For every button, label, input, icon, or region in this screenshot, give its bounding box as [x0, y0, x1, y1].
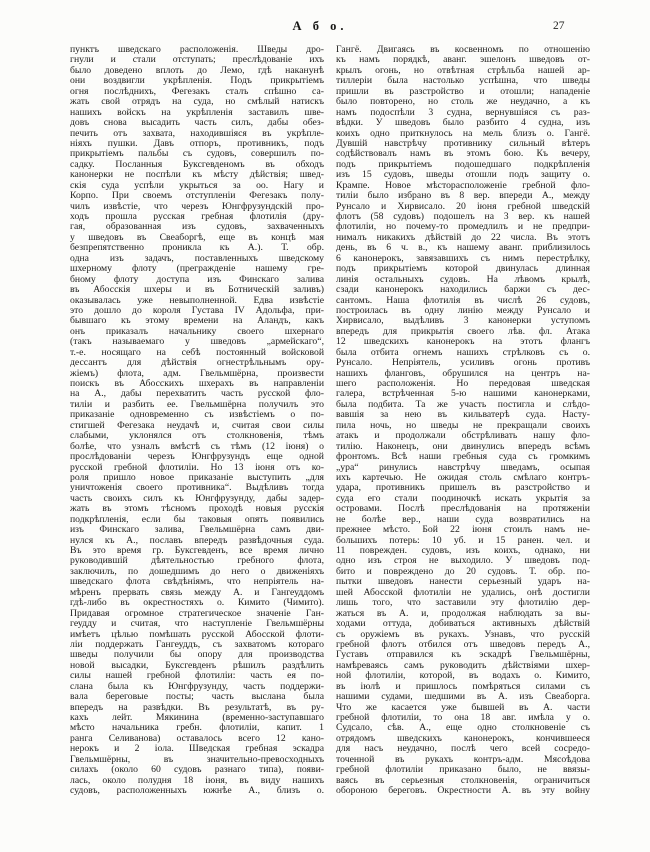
text-line: прежнее мѣсто. Бой 22 іюня стоилъ намъ не-: [336, 525, 590, 536]
text-line: руководившій дѣятельностью гребного флота,: [70, 556, 324, 567]
text-line: мѣренъ прервать связь между А. и Гангеуддомъ: [70, 587, 324, 598]
text-line: бывшаго къ этому времени на Аландъ, какъ: [70, 316, 324, 327]
text-line: суда его стали поодиночкѣ искать укрытія за: [336, 493, 590, 504]
text-line: Въ это время гр. Буксгевденъ, все время лично: [70, 546, 324, 556]
text-line: изъ 15 судовъ, шведы отошли подъ защиту о.: [336, 170, 590, 181]
text-line: флотъ (58 судовъ) подошелъ на 3 вер. къ нашей: [336, 212, 590, 222]
text-line: пытки шведовъ нанести серьезный ударъ на-: [336, 577, 590, 588]
text-line: нашихъ войскъ на укрѣпленія заставилъ шве-: [70, 107, 324, 118]
text-line: Дувшій навстрѣчу противнику сильный вѣтеръ: [336, 138, 590, 149]
text-line: нерокъ и 2 іола. Шведская гребная эскадра: [70, 744, 324, 755]
text-line: довъ снова высадить часть силъ, дабы обез-: [70, 118, 324, 129]
text-line: Рунсало и Хирвисало. 20 іюня гребной шведскій: [336, 201, 590, 212]
text-line: подкрѣпленія, если бы таковыя опять появились: [70, 514, 324, 525]
text-line: силахъ (около 60 судовъ разнаго типа), появи-: [70, 765, 324, 776]
text-line: лишь того, что заставили эту флотилію дер-: [336, 598, 590, 609]
text-line: ранга Селиванова) оставалось всего 12 кано-: [70, 733, 324, 744]
text-line: кахъ лейт. Мякинина (временно-заступавшаго: [70, 713, 324, 723]
text-line: т.-е. носящаго на себѣ постоянный войсковой: [70, 347, 324, 358]
text-line: 6 канонерокъ, завязавшихъ съ нимъ перестрѣлку,: [336, 253, 590, 264]
text-line: бному флоту доступа изъ Финскаго залива: [70, 274, 324, 285]
text-line: ной флотиліи, которой, въ водахъ о. Кимито,: [336, 671, 590, 682]
text-line: ліи поддержать Гангеуддъ, съ захватомъ котораго: [70, 639, 324, 650]
text-line: 11 поврежден. судовъ, изъ коихъ, однако, ни: [336, 546, 590, 556]
text-line: шведскаго флота свѣдѣніямъ, что непріятель на-: [70, 577, 324, 588]
text-line: вавшія за нею въ кильватерѣ суда. Насту-: [336, 410, 590, 421]
text-line: изъ Финскаго залива, Гвельмшёрна самъ дви-: [70, 525, 324, 536]
text-line: Гангё. Двигаясь въ косвенномъ по отношенію: [336, 45, 590, 55]
text-line: тилію. Наконецъ, они двинулись впередъ всѣмъ: [336, 441, 590, 452]
text-line: слабыми, уклонялся отъ столкновенія, тѣмъ: [70, 431, 324, 442]
text-line: содѣйствовалъ намъ въ этомъ бою. Къ вечеру,: [336, 149, 590, 160]
text-line: было повторено, но столь же неудачно, а къ: [336, 97, 590, 108]
text-line: силы нашей гребной флотиліи: часть ея по-: [70, 671, 324, 682]
text-line: жать свой отрядъ на суда, но смѣлый натискъ: [70, 97, 324, 108]
text-line: чилъ извѣстіе, что черезъ Юнгфрузундскій про-: [70, 201, 324, 212]
text-line: нашими судами, шедшими въ А. изъ Свеаборга.: [336, 692, 590, 703]
text-line: Густавъ отправился къ эскадрѣ Гвельмшёрны,: [336, 650, 590, 661]
text-line: новой высадки, Буксгевденъ рѣшилъ раздѣлить: [70, 660, 324, 671]
text-line: болѣе, что узналъ вмѣстѣ съ тѣмъ (12 іюня) о: [70, 441, 324, 452]
text-line: жіемъ) флота, адм. Гвельмшёрна, произвести: [70, 368, 324, 379]
running-title: А б о.: [292, 19, 348, 33]
text-line: подъ прикрытіемъ подошедшаго подкрѣпленія: [336, 159, 590, 170]
text-line: нималъ никакихъ дѣйствій до 22 числа. Въ этотъ: [336, 232, 590, 243]
text-line: атакъ и продолжали обстрѣливать нашу фло-: [336, 431, 590, 442]
text-line: шей Абосской флотиліи не удались, онѣ достигли: [336, 587, 590, 598]
text-line: безпрепятственно проникла къ А.). Т. обр.: [70, 243, 324, 254]
text-line: Гвельмшёрны, въ значительно-превосходныхъ: [70, 754, 324, 765]
text-line: подъ прикрытіемъ которой двинулась длинная: [336, 264, 590, 275]
text-line: точенной въ рукахъ контръ-адм. Мясоѣдова: [336, 754, 590, 765]
text-column-left: [70, 45, 324, 797]
text-line: Придавая огромное стратегическое значеніе Ган-: [70, 608, 324, 619]
page-number: 27: [553, 20, 565, 32]
text-line: слана была къ Юнгфрузунду, часть поддержи-: [70, 681, 324, 692]
text-line: Крампе. Новое мѣсторасположеніе гребной фло-: [336, 180, 590, 191]
text-line: не болѣе вер., наши суда возвратились на: [336, 514, 590, 525]
text-line: коихъ одно приткнулось на мель близъ о. Гангё.: [336, 128, 590, 139]
text-line: они воздвигли укрѣпленія. Подъ прикрытіемъ: [70, 76, 324, 87]
text-line: нулся къ А., пославъ впередъ развѣдочныя суда.: [70, 535, 324, 546]
text-line: гребной флотиліи приказано было, не ввязы-: [336, 765, 590, 776]
text-columns: [70, 45, 590, 797]
text-line: шего расположенія. Но передовая шведская: [336, 379, 590, 389]
text-line: была отбита огнемъ нашихъ стрѣлковъ съ о.: [336, 347, 590, 358]
text-line: фронтомъ. Всѣ наши гребныя суда съ громкимъ: [336, 452, 590, 463]
text-line: вала береговые посты; часть выслана была: [70, 692, 324, 703]
text-line: намъ подоспѣли 3 судна, вернувшіяся съ раз-: [336, 107, 590, 118]
text-line: удара, противникъ пришелъ въ разстройство и: [336, 483, 590, 494]
text-line: вѣдки. У шведовъ было разбито 4 судна, изъ: [336, 118, 590, 129]
text-line: гнули и стали отступать; преслѣдованіе ихъ: [70, 55, 324, 66]
text-line: жать въ этомъ тѣсномъ проходѣ новыя русскія: [70, 504, 324, 515]
text-line: онъ приказалъ начальнику своего шхернаго: [70, 326, 324, 337]
text-line: обороною береговъ. Окрестности А. въ эту войну: [336, 786, 590, 797]
text-line: роля пришло новое приказаніе выступить „для: [70, 472, 324, 483]
text-column-right: [336, 45, 590, 797]
text-line: мѣсто начальника гребн. флотиліи, капит. 1: [70, 723, 324, 734]
text-line: судовъ, расположенныхъ южнѣе А., близъ о.: [70, 786, 324, 797]
text-line: день, въ 6 ч. в., къ нашему аванг. приблизилось: [336, 243, 590, 254]
text-line: Корпо. При своемъ отступленіи Фегезакъ полу-: [70, 191, 324, 202]
text-line: скія суда успѣли укрыться за оо. Нагу и: [70, 180, 324, 191]
text-line: бито и повреждено до 20 судовъ. Т. обр. по-: [336, 566, 590, 577]
text-line: островами. Послѣ преслѣдованія на протяженіи: [336, 504, 590, 515]
text-line: намѣреваясь самъ руководить дѣйствіями шхер-: [336, 660, 590, 671]
text-line: „ура“ ринулись навстрѣчу шведамъ, осыпая: [336, 462, 590, 473]
text-line: ніяхъ пушки. Давъ отпоръ, противникъ, подъ: [70, 138, 324, 149]
text-line: гая, образованная изъ судовъ, захваченныхъ: [70, 222, 324, 233]
text-line: Хирвисало, выдѣливъ 3 канонерки уступомъ: [336, 316, 590, 327]
text-line: печить отъ захвата, находившіяся въ укрѣпле-: [70, 128, 324, 139]
text-line: на А., дабы перехватить часть русской фло-: [70, 389, 324, 400]
text-line: тиліи было избрано въ 8 вер. впереди А., между: [336, 191, 590, 202]
text-line: Рунсало. Непріятель, усиливъ огонь противъ: [336, 358, 590, 369]
text-line: (такъ называемаго у шведовъ „армейскаго“,: [70, 337, 324, 348]
text-line: уничтоженія своего противника“. Выдѣливъ тогда: [70, 483, 324, 494]
text-line: одно изъ строя не выходило. У шведовъ под-: [336, 556, 590, 567]
text-line: стигшей Фегезака неудачѣ и, считая свои силы: [70, 420, 324, 431]
text-line: огня послѣднихъ, Фегезакъ сталъ спѣшно са-: [70, 86, 324, 97]
text-line: у шведовъ въ Свеаборгѣ, еще въ концѣ мая: [70, 232, 324, 243]
text-line: галера, встрѣченная 5-ю нашими канонерками,: [336, 389, 590, 400]
text-line: это дошло до короля Густава IV Адольфа, при-: [70, 305, 324, 316]
text-line: лась, около полудня 18 іюня, въ виду нашихъ: [70, 775, 324, 786]
text-line: ваясь въ серьезныя столкновенія, ограничиться: [336, 775, 590, 786]
text-line: отрядомъ шведскихъ канонерокъ, кончившееся: [336, 733, 590, 744]
text-line: имѣетъ цѣлью помѣшать русской Абосской флоти-: [70, 629, 324, 640]
text-line: садку. Посланныя Буксгевденомъ въ обходъ: [70, 159, 324, 170]
text-line: впередъ для прикрытія своего лѣв. фл. Атака: [336, 326, 590, 337]
text-line: ихъ картечью. Не ожидая столь смѣлаго контръ-: [336, 472, 590, 483]
text-line: крылъ огонь, но отвѣтная стрѣльба нашей ар-: [336, 65, 590, 76]
text-line: съ оружіемъ въ рукахъ. Узнавъ, что русскій: [336, 629, 590, 640]
text-line: пришли въ разстройство и отошли; нападеніе: [336, 86, 590, 97]
text-line: сзади канонерокъ находились баржи съ дес-: [336, 285, 590, 296]
text-line: была подбита. Та же участь постигла и слѣдо-: [336, 399, 590, 410]
text-line: линія остальныхъ судовъ. На лѣвомъ крылѣ,: [336, 274, 590, 285]
text-line: ходъ прошла русская гребная флотилія (дру-: [70, 212, 324, 222]
text-line: тиллеріи была настолько успѣшна, что шведы: [336, 76, 590, 87]
text-line: заключилъ, по дошедшимъ до него о движеніяхъ: [70, 566, 324, 577]
text-line: канонерки не поспѣли къ мѣсту дѣйствія; швед-: [70, 170, 324, 181]
text-line: для насъ неудачно, послѣ чего всей сосредо-: [336, 744, 590, 755]
text-line: Что же касается уже бывшей въ А. части: [336, 702, 590, 713]
text-line: прослѣдованіи черезъ Юнгфрузундъ еще одной: [70, 452, 324, 463]
text-line: пила ночь, но шведы не прекращали своихъ: [336, 420, 590, 431]
text-line: прикрытіемъ пальбы съ судовъ, совершилъ по-: [70, 149, 324, 160]
text-line: шведы получили бы опору для производства: [70, 650, 324, 661]
text-line: пунктъ шведскаго расположенія. Шведы дро-: [70, 45, 324, 55]
text-line: гребной флотиліи, то она 18 авг. имѣла у о.: [336, 713, 590, 723]
text-line: поискъ въ Абосскихъ шхерахъ въ направленіи: [70, 379, 324, 389]
text-line: тиліи и разбить ее. Гвельмшёрна получилъ это: [70, 399, 324, 410]
text-line: нашихъ фланговъ, обрушился на центръ на-: [336, 368, 590, 379]
text-line: большихъ потерь: 10 уб. и 15 ранен. чел. и: [336, 535, 590, 546]
text-line: построилась въ одну линію между Рунсало и: [336, 305, 590, 316]
text-line: оказывалась уже невыполненной. Едва извѣстіе: [70, 295, 324, 306]
text-line: геудду и считая, что наступленіе Гвельмшёрны: [70, 619, 324, 630]
text-line: ходами оттуда, добиваться активныхъ дѣйствій: [336, 619, 590, 630]
text-line: гребной флотъ отбился отъ шведовъ передъ А.,: [336, 639, 590, 650]
text-line: Судсало, сѣв. А., еще одно столкновеніе съ: [336, 723, 590, 734]
text-line: шхерному флоту (прегражденіе нашему гре-: [70, 264, 324, 275]
text-line: русской гребной флотиліи. Но 13 іюня отъ ко-: [70, 462, 324, 473]
text-line: приказаніе одновременно съ извѣстіемъ о по-: [70, 410, 324, 421]
text-line: дессантъ для дѣйствія огнестрѣльнымъ ору-: [70, 358, 324, 369]
text-line: гдѣ-либо въ окрестностяхъ о. Кимито (Чимито).: [70, 598, 324, 609]
text-line: флотиліи, но почему-то промедлилъ и не предпри-: [336, 222, 590, 233]
text-line: къ намъ порядкѣ, аванг. эшелонъ шведовъ от-: [336, 55, 590, 66]
text-line: 12 шведскихъ канонерокъ на этотъ флангъ: [336, 337, 590, 348]
text-line: часть своихъ силъ къ Юнгфрузунду, дабы задер-: [70, 493, 324, 504]
text-line: жаться въ А. и, продолжая наблюдать за вы-: [336, 608, 590, 619]
text-line: было доведено вплоть до Лемо, гдѣ наканунѣ: [70, 65, 324, 76]
text-line: сантомъ. Наша флотилія въ числѣ 26 судовъ,: [336, 295, 590, 306]
text-line: одна изъ задачъ, поставленныхъ шведскому: [70, 253, 324, 264]
text-line: въ Абосскія шхеры и въ Ботническій заливъ): [70, 285, 324, 296]
text-line: впередъ на развѣдки. Въ результатѣ, въ ру-: [70, 702, 324, 713]
text-line: въ іюлѣ и пришлось помѣряться силами съ: [336, 681, 590, 692]
